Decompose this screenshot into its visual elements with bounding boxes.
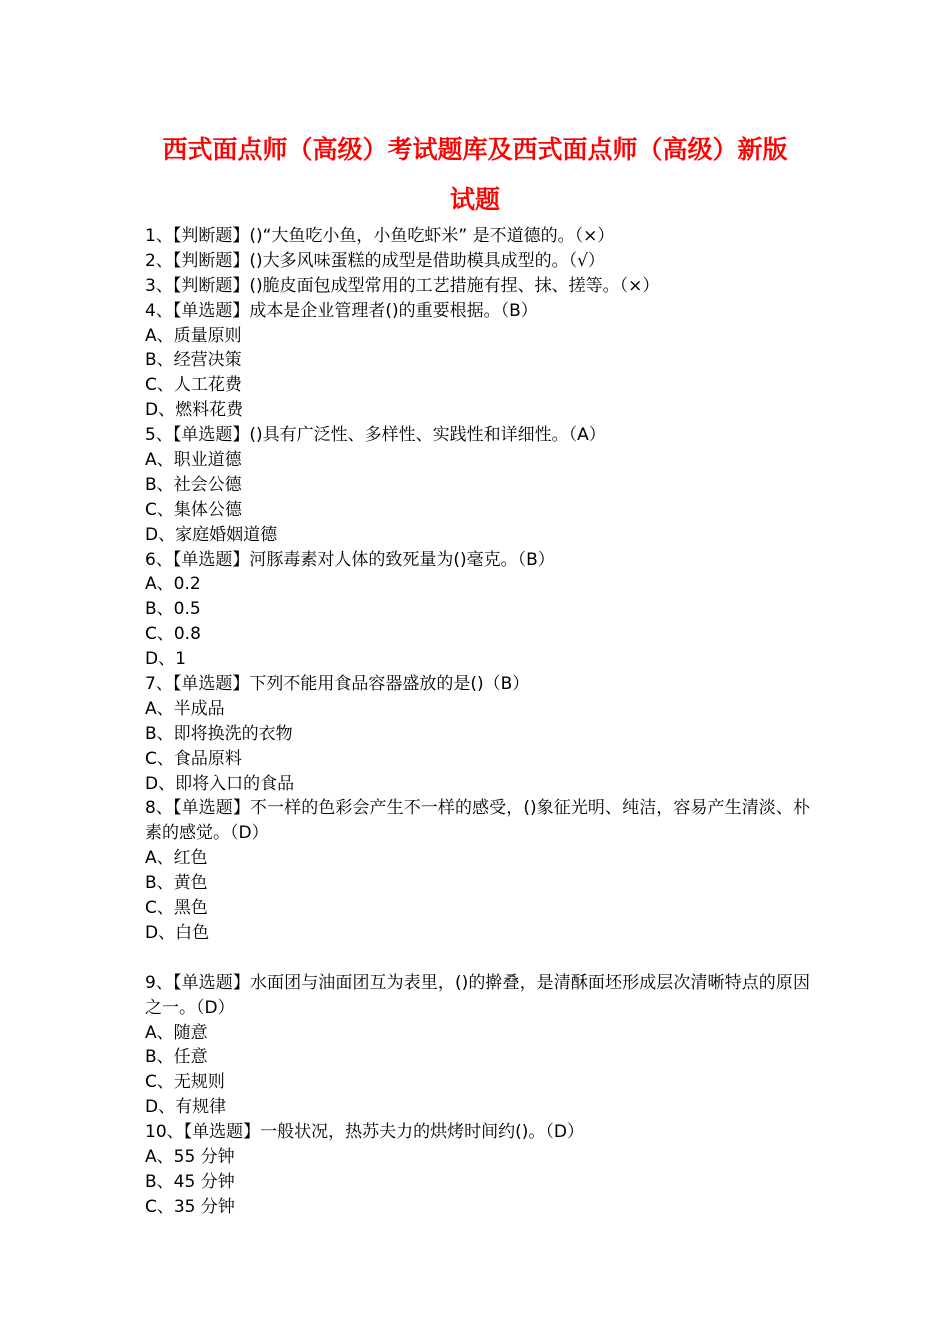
document-title-line-2: 试题 [449,185,500,214]
question-7-option-b: B、即将换洗的衣物 [145,723,293,744]
question-7: 7、【单选题】下列不能用食品容器盛放的是()（B） [145,674,530,695]
question-5-option-a: A、职业道德 [145,450,242,471]
question-10-option-b: B、45 分钟 [145,1171,235,1192]
question-9-option-c: C、无规则 [145,1072,225,1093]
question-5-option-d: D、家庭婚姻道德 [145,524,278,545]
question-6-option-d: D、1 [145,649,186,670]
question-5: 5、【单选题】()具有广泛性、多样性、实践性和详细性。（A） [145,425,606,446]
question-4-option-c: C、人工花费 [145,375,242,396]
question-8-option-b: B、黄色 [145,873,208,894]
question-9-option-d: D、有规律 [145,1097,227,1118]
question-7-option-d: D、即将入口的食品 [145,773,295,794]
blank-line [145,946,810,971]
question-8: 8、【单选题】不一样的色彩会产生不一样的感受，()象征光明、纯洁，容易产生清淡、朴素的感觉。（D） [145,798,810,844]
question-6: 6、【单选题】河豚毒素对人体的致死量为()毫克。（B） [145,549,555,570]
question-7-option-c: C、食品原料 [145,748,242,769]
question-6-option-c: C、0.8 [145,624,201,645]
question-10: 10、【单选题】一般状况，热苏夫力的烘烤时间约()。（D） [145,1122,584,1143]
question-9: 9、【单选题】水面团与油面团互为表里，()的擀叠，是清酥面坯形成层次清晰特点的原因之一。（D） [145,972,810,1018]
question-9-option-b: B、任意 [145,1047,208,1068]
question-7-option-a: A、半成品 [145,698,225,719]
question-1: 1、【判断题】()“大鱼吃小鱼，小鱼吃虾米” 是不道德的。（×） [145,226,615,246]
question-10-option-a: A、55 分钟 [145,1147,235,1168]
question-3: 3、【判断题】()脆皮面包成型常用的工艺措施有捏、抹、搓等。（×） [145,275,660,296]
question-6-option-b: B、0.5 [145,599,201,620]
question-4: 4、【单选题】成本是企业管理者()的重要根据。（B） [145,300,538,321]
question-5-option-b: B、社会公德 [145,474,242,495]
document-title-line-1: 西式面点师（高级）考试题库及西式面点师（高级）新版 [162,135,788,164]
question-4-option-d: D、燃料花费 [145,400,244,421]
question-8-option-c: C、黑色 [145,898,208,919]
question-6-option-a: A、0.2 [145,574,201,595]
question-8-option-a: A、红色 [145,848,208,869]
question-list [145,224,810,1220]
question-4-option-a: A、质量原则 [145,325,242,346]
question-9-option-a: A、随意 [145,1022,208,1043]
question-5-option-c: C、集体公德 [145,499,242,520]
question-8-option-d: D、白色 [145,922,210,943]
question-10-option-c: C、35 分钟 [145,1196,235,1217]
question-4-option-b: B、经营决策 [145,350,242,371]
question-2: 2、【判断题】()大多风味蛋糕的成型是借助模具成型的。（√） [145,250,605,271]
